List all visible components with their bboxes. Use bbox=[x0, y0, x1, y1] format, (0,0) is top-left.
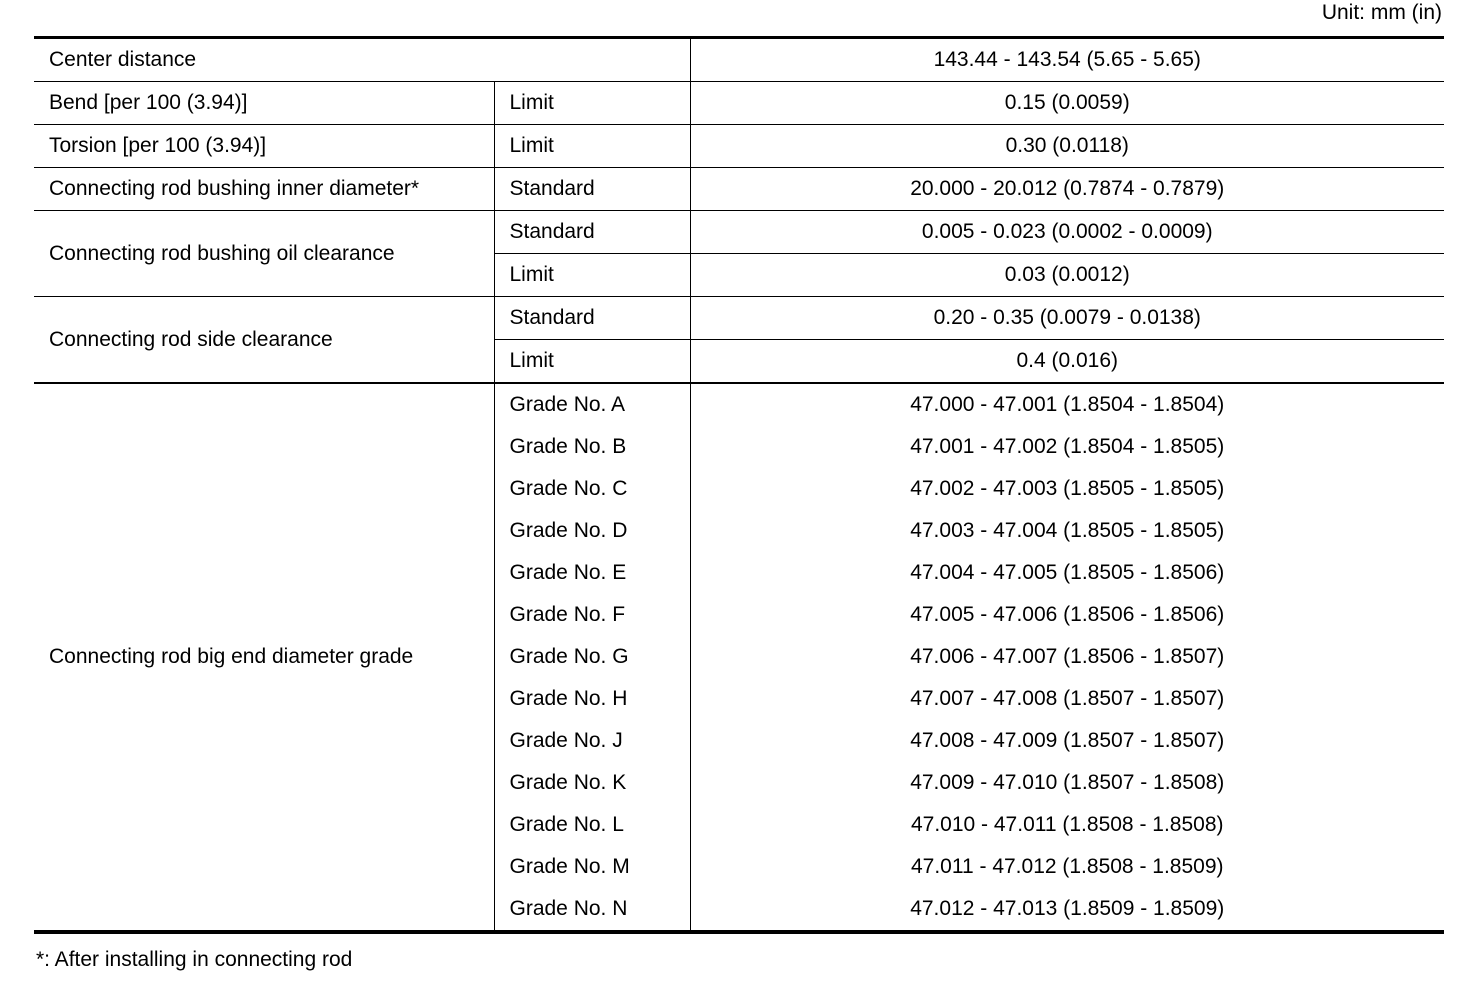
grade-value: 47.003 - 47.004 (1.8505 - 1.8505) bbox=[910, 519, 1225, 542]
footnote: *: After installing in connecting rod bbox=[36, 948, 353, 971]
side-clearance-limit-label: Limit bbox=[494, 340, 690, 384]
grade-value: 47.011 - 47.012 (1.8508 - 1.8509) bbox=[910, 855, 1224, 878]
side-clearance-row bbox=[34, 297, 1444, 340]
grade-label: Grade No. J bbox=[494, 720, 690, 762]
side-clearance-label: Connecting rod side clearance bbox=[34, 297, 494, 384]
connecting-rod-spec-table bbox=[34, 36, 1444, 934]
grade-value: 47.008 - 47.009 (1.8507 - 1.8507) bbox=[910, 729, 1225, 752]
grade-label: Grade No. D bbox=[494, 510, 690, 552]
bend-type: Limit bbox=[494, 82, 690, 125]
bushing-oil-clearance-row bbox=[34, 211, 1444, 254]
bushing-oil-clearance-standard-label: Standard bbox=[494, 211, 690, 254]
bushing-oil-clearance-standard-value: 0.005 - 0.023 (0.0002 - 0.0009) bbox=[690, 211, 1444, 254]
grade-value: 47.006 - 47.007 (1.8506 - 1.8507) bbox=[910, 645, 1225, 668]
bushing-inner-diameter-type: Standard bbox=[494, 168, 690, 211]
grade-label: Grade No. M bbox=[494, 846, 690, 888]
grade-label: Grade No. B bbox=[494, 426, 690, 468]
grade-label: Grade No. K bbox=[494, 762, 690, 804]
grade-value: 47.010 - 47.011 (1.8508 - 1.8508) bbox=[910, 813, 1224, 836]
bushing-oil-clearance-limit-value: 0.03 (0.0012) bbox=[690, 254, 1444, 297]
grade-label: Grade No. C bbox=[494, 468, 690, 510]
bend-value: 0.15 (0.0059) bbox=[690, 82, 1444, 125]
center-distance-value: 143.44 - 143.54 (5.65 - 5.65) bbox=[690, 38, 1444, 82]
torsion-row bbox=[34, 125, 1444, 168]
torsion-label: Torsion [per 100 (3.94)] bbox=[34, 125, 494, 168]
side-clearance-standard-value: 0.20 - 0.35 (0.0079 - 0.0138) bbox=[690, 297, 1444, 340]
grade-label: Grade No. F bbox=[494, 594, 690, 636]
grade-value: 47.000 - 47.001 (1.8504 - 1.8504) bbox=[910, 393, 1225, 416]
grade-row bbox=[34, 383, 1444, 426]
bend-label: Bend [per 100 (3.94)] bbox=[34, 82, 494, 125]
grade-value: 47.012 - 47.013 (1.8509 - 1.8509) bbox=[690, 888, 1444, 932]
grade-label: Grade No. A bbox=[494, 383, 690, 426]
bushing-inner-diameter-row bbox=[34, 168, 1444, 211]
grade-value: 47.005 - 47.006 (1.8506 - 1.8506) bbox=[910, 603, 1225, 626]
torsion-value: 0.30 (0.0118) bbox=[690, 125, 1444, 168]
bend-row bbox=[34, 82, 1444, 125]
grade-value: 47.001 - 47.002 (1.8504 - 1.8505) bbox=[910, 435, 1225, 458]
bushing-oil-clearance-label: Connecting rod bushing oil clearance bbox=[34, 211, 494, 297]
grade-label: Grade No. L bbox=[494, 804, 690, 846]
unit-label: Unit: mm (in) bbox=[1321, 1, 1442, 24]
torsion-type: Limit bbox=[494, 125, 690, 168]
grade-value: 47.007 - 47.008 (1.8507 - 1.8507) bbox=[910, 687, 1225, 710]
grade-label: Grade No. G bbox=[494, 636, 690, 678]
center-distance-row bbox=[34, 38, 1444, 82]
side-clearance-standard-label: Standard bbox=[494, 297, 690, 340]
bushing-inner-diameter-label: Connecting rod bushing inner diameter* bbox=[34, 168, 494, 211]
grade-label: Grade No. N bbox=[494, 888, 690, 932]
side-clearance-limit-value: 0.4 (0.016) bbox=[690, 340, 1444, 384]
bushing-inner-diameter-value: 20.000 - 20.012 (0.7874 - 0.7879) bbox=[690, 168, 1444, 211]
grade-value: 47.009 - 47.010 (1.8507 - 1.8508) bbox=[910, 771, 1225, 794]
center-distance-label: Center distance bbox=[34, 38, 690, 82]
grade-label: Grade No. H bbox=[494, 678, 690, 720]
big-end-grade-label: Connecting rod big end diameter grade bbox=[34, 383, 494, 932]
bushing-oil-clearance-limit-label: Limit bbox=[494, 254, 690, 297]
grade-value: 47.002 - 47.003 (1.8505 - 1.8505) bbox=[910, 477, 1225, 500]
grade-label: Grade No. E bbox=[494, 552, 690, 594]
grade-value: 47.004 - 47.005 (1.8505 - 1.8506) bbox=[910, 561, 1225, 584]
